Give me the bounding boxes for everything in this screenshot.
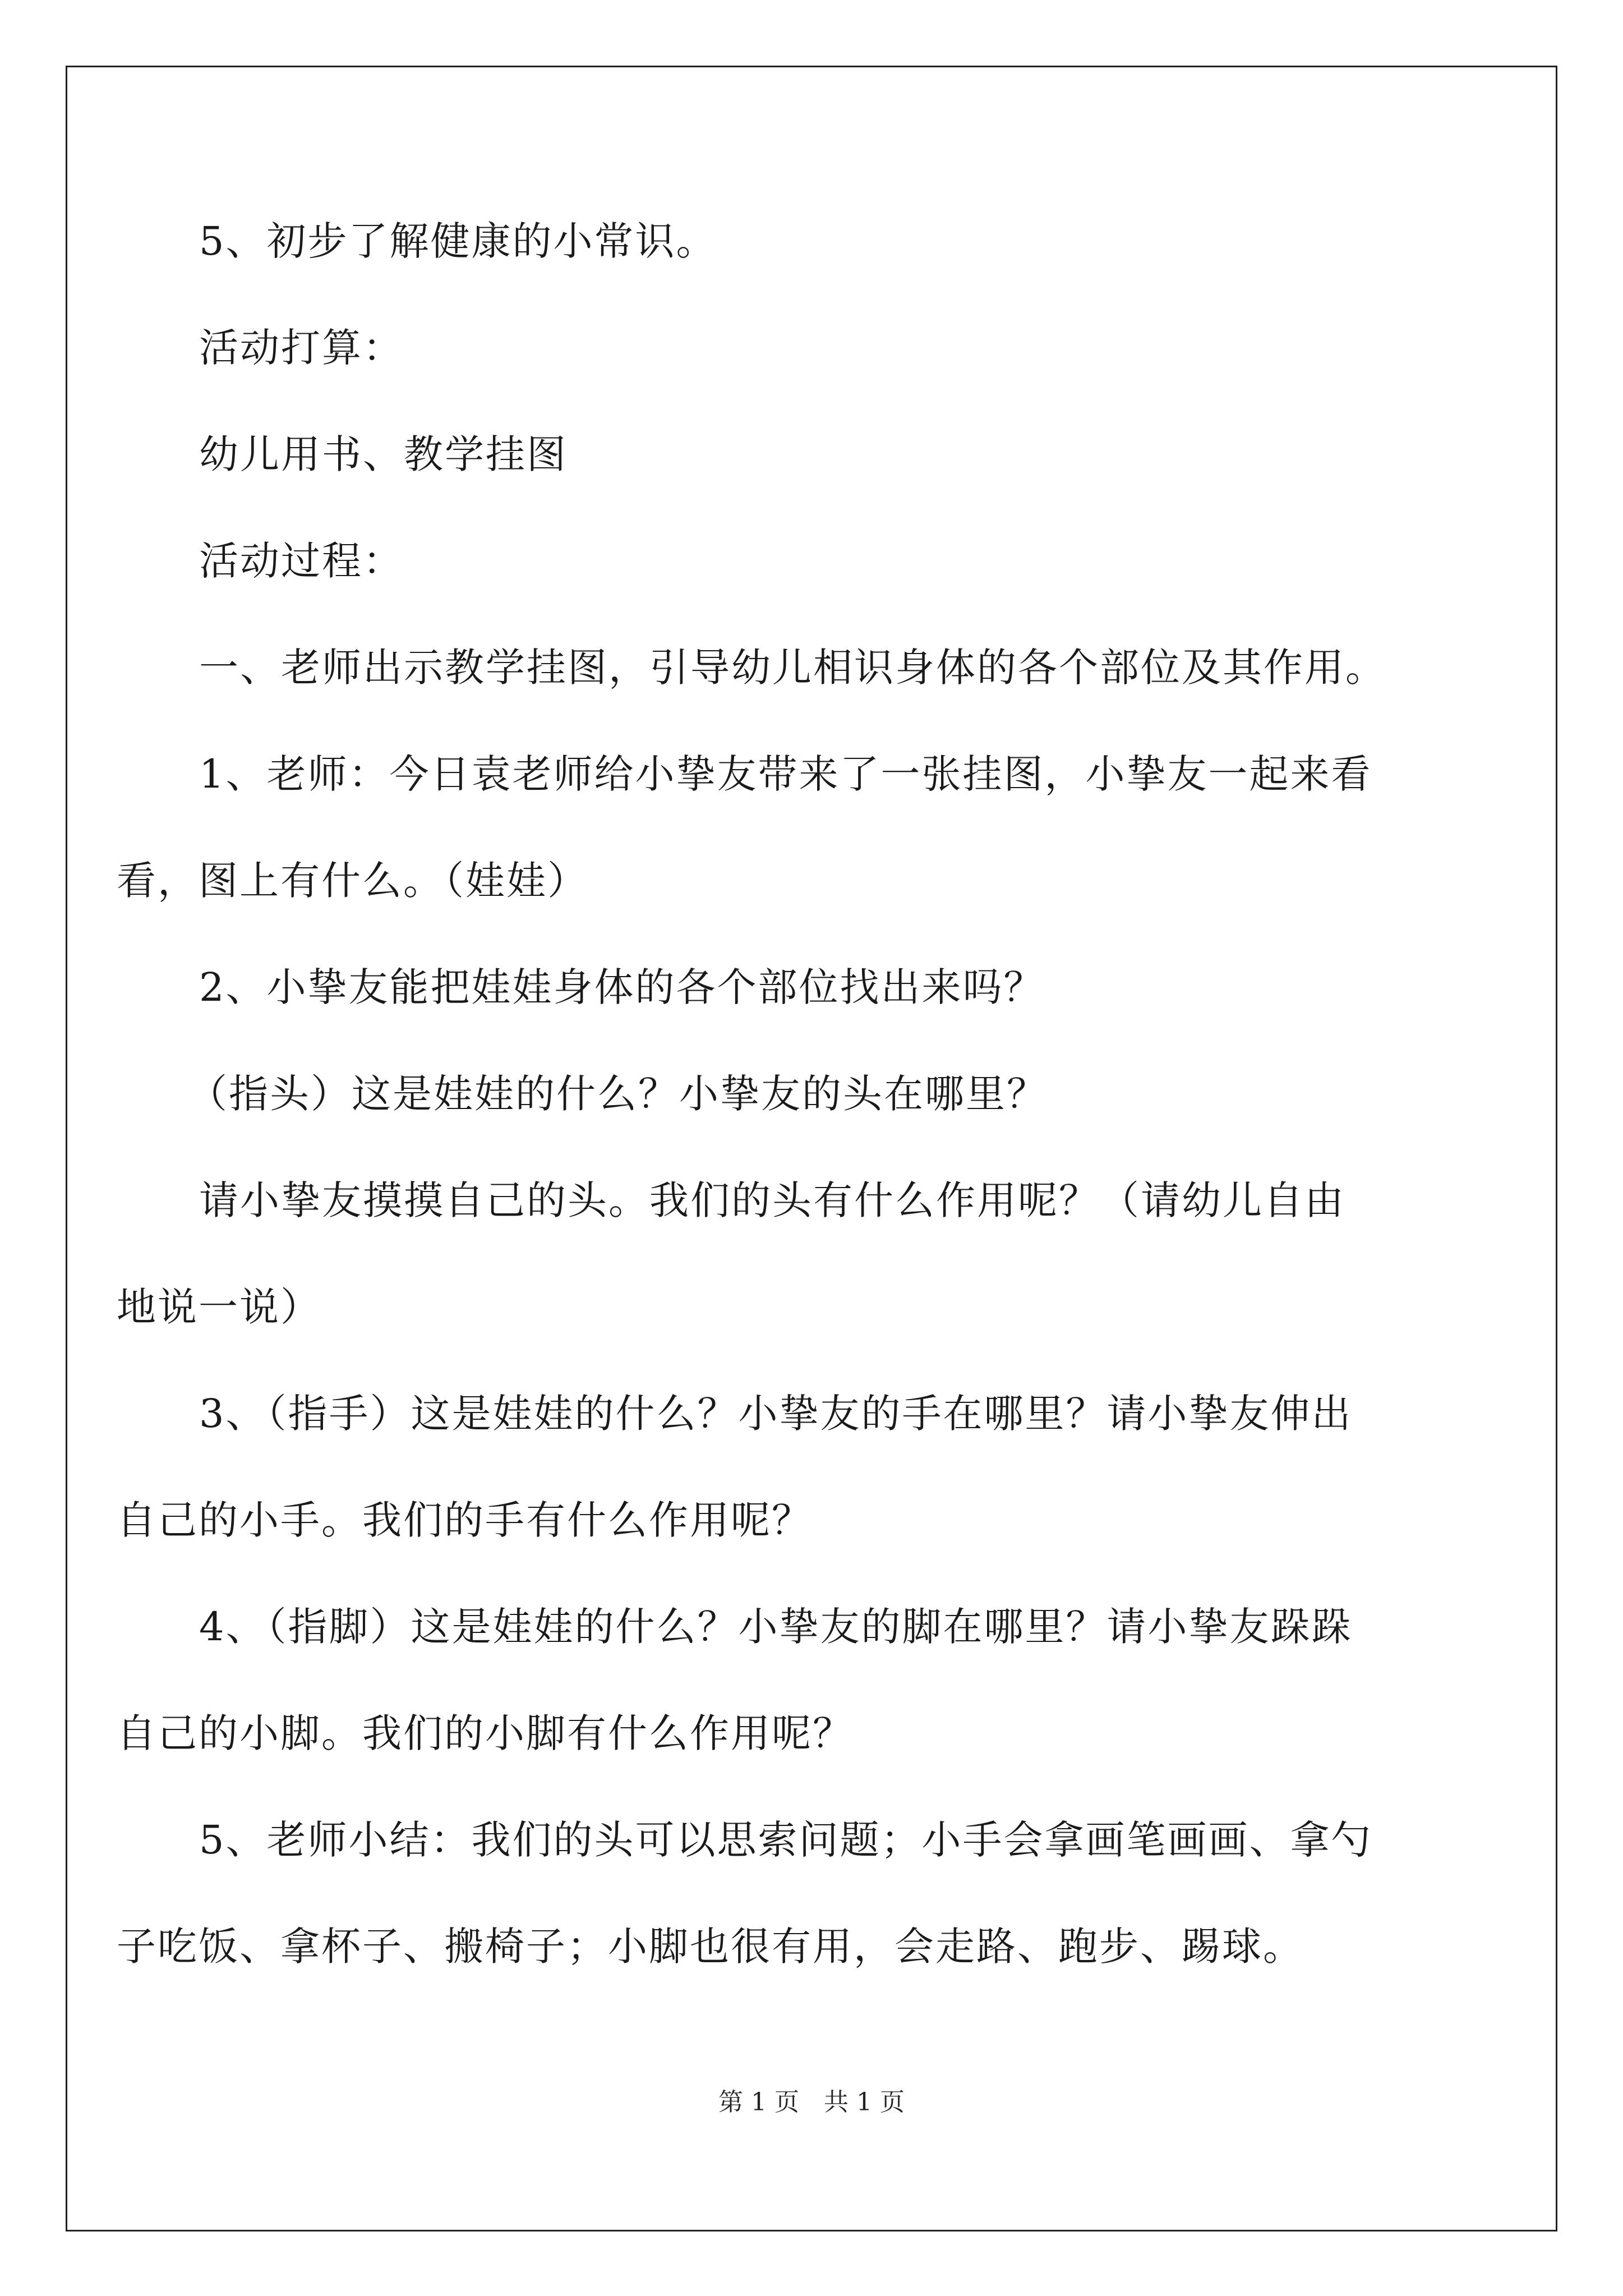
paragraph-line: 2、小挚友能把娃娃身体的各个部位找出来吗？ bbox=[199, 964, 1045, 1010]
paragraph-line: 5、初步了解健康的小常识。 bbox=[199, 218, 717, 264]
paragraph-line: 活动过程： bbox=[199, 538, 404, 584]
paragraph-line: 4、（指脚）这是娃娃的什么？小挚友的脚在哪里？请小挚友跺跺 bbox=[199, 1604, 1353, 1650]
paragraph-line: 活动打算： bbox=[199, 325, 404, 371]
paragraph-line: 地说一说） bbox=[117, 1284, 321, 1330]
paragraph-line: 幼儿用书、教学挂图 bbox=[199, 431, 568, 477]
paragraph-line: 3、（指手）这是娃娃的什么？小挚友的手在哪里？请小挚友伸出 bbox=[199, 1391, 1353, 1437]
page-border bbox=[66, 66, 1557, 2231]
paragraph-line: 看，图上有什么。（娃娃） bbox=[117, 858, 588, 904]
page-number-footer: 第 1 页 共 1 页 bbox=[718, 2088, 905, 2116]
paragraph-line: 自己的小脚。我们的小脚有什么作用呢？ bbox=[117, 1710, 854, 1756]
paragraph-line: （指头）这是娃娃的什么？小挚友的头在哪里？ bbox=[188, 1071, 1048, 1117]
paragraph-line: 1、老师：今日袁老师给小挚友带来了一张挂图，小挚友一起来看 bbox=[199, 751, 1372, 797]
paragraph-line: 5、老师小结：我们的头可以思索问题；小手会拿画笔画画、拿勺 bbox=[199, 1817, 1372, 1863]
paragraph-line: 一、老师出示教学挂图，引导幼儿相识身体的各个部位及其作用。 bbox=[199, 645, 1386, 691]
paragraph-line: 自己的小手。我们的手有什么作用呢？ bbox=[117, 1497, 813, 1543]
paragraph-line: 子吃饭、拿杯子、搬椅子；小脚也很有用，会走路、跑步、踢球。 bbox=[117, 1924, 1304, 1970]
paragraph-line: 请小挚友摸摸自己的头。我们的头有什么作用呢？（请幼儿自由 bbox=[199, 1177, 1345, 1223]
